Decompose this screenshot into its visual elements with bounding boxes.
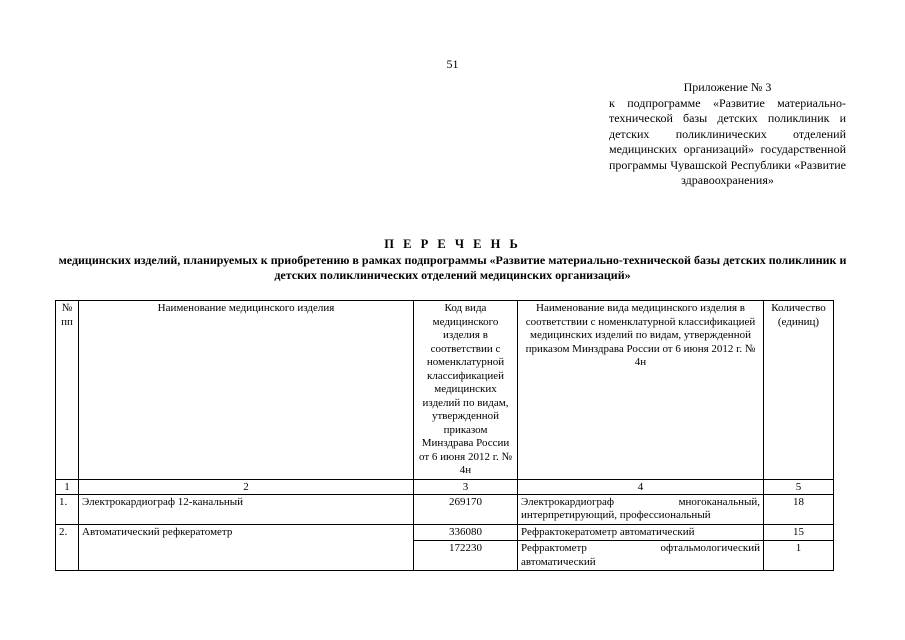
column-number: 5: [764, 479, 834, 494]
table-header-row: [56, 301, 834, 480]
device-name: Электрокардиограф 12-канальный: [79, 494, 414, 524]
appendix-text: к подпрограмме «Развитие материально-технической базы детских поликлиник и детских поликлинических отделений медицинских организаций» государственной программы Чувашской Республики «Развитие здравоохранения»: [609, 95, 846, 187]
header-number: № пп: [56, 301, 79, 480]
appendix-note: [609, 80, 846, 189]
quantity: 15: [764, 524, 834, 541]
type-name: Рефрактокератометр автоматический: [518, 524, 764, 541]
devices-table: [55, 300, 834, 571]
type-code: 336080: [414, 524, 518, 541]
type-name: Рефрактометр офтальмологический автоматический: [518, 541, 764, 571]
column-number: 1: [56, 479, 79, 494]
column-number: 3: [414, 479, 518, 494]
type-code: 269170: [414, 494, 518, 524]
table-row: [56, 494, 834, 524]
document-title: П Е Р Е Ч Е Н Ь: [384, 237, 521, 251]
type-name: Электрокардиограф многоканальный, интерпретирующий, профессиональный: [518, 494, 764, 524]
document-subtitle: медицинских изделий, планируемых к приобретению в рамках подпрограммы «Развитие материально-технической базы детских поликлиник и детских поликлинических отделений медицинских организаций»: [58, 253, 847, 282]
quantity: 1: [764, 541, 834, 571]
row-number: 1.: [56, 494, 79, 524]
header-type-code: Код вида медицинского изделия в соответствии с номенклатурной классификацией медицинских изделий по видам, утвержденной приказом Минздрава России от 6 июня 2012 г. № 4н: [414, 301, 518, 480]
header-quantity: Количество (единиц): [764, 301, 834, 480]
column-number: 2: [79, 479, 414, 494]
header-type-name: Наименование вида медицинского изделия в соответствии с номенклатурной классификацией медицинских изделий по видам, утвержденной приказом Минздрава России от 6 июня 2012 г. № 4н: [518, 301, 764, 480]
quantity: 18: [764, 494, 834, 524]
device-name: Автоматический рефкератометр: [79, 524, 414, 571]
table-row: [56, 524, 834, 541]
row-number: 2.: [56, 524, 79, 571]
appendix-title: Приложение № 3: [683, 80, 772, 94]
page-number: 51: [446, 57, 459, 71]
type-code: 172230: [414, 541, 518, 571]
column-number: 4: [518, 479, 764, 494]
header-device-name: Наименование медицинского изделия: [79, 301, 414, 480]
column-numbers-row: [56, 479, 834, 494]
